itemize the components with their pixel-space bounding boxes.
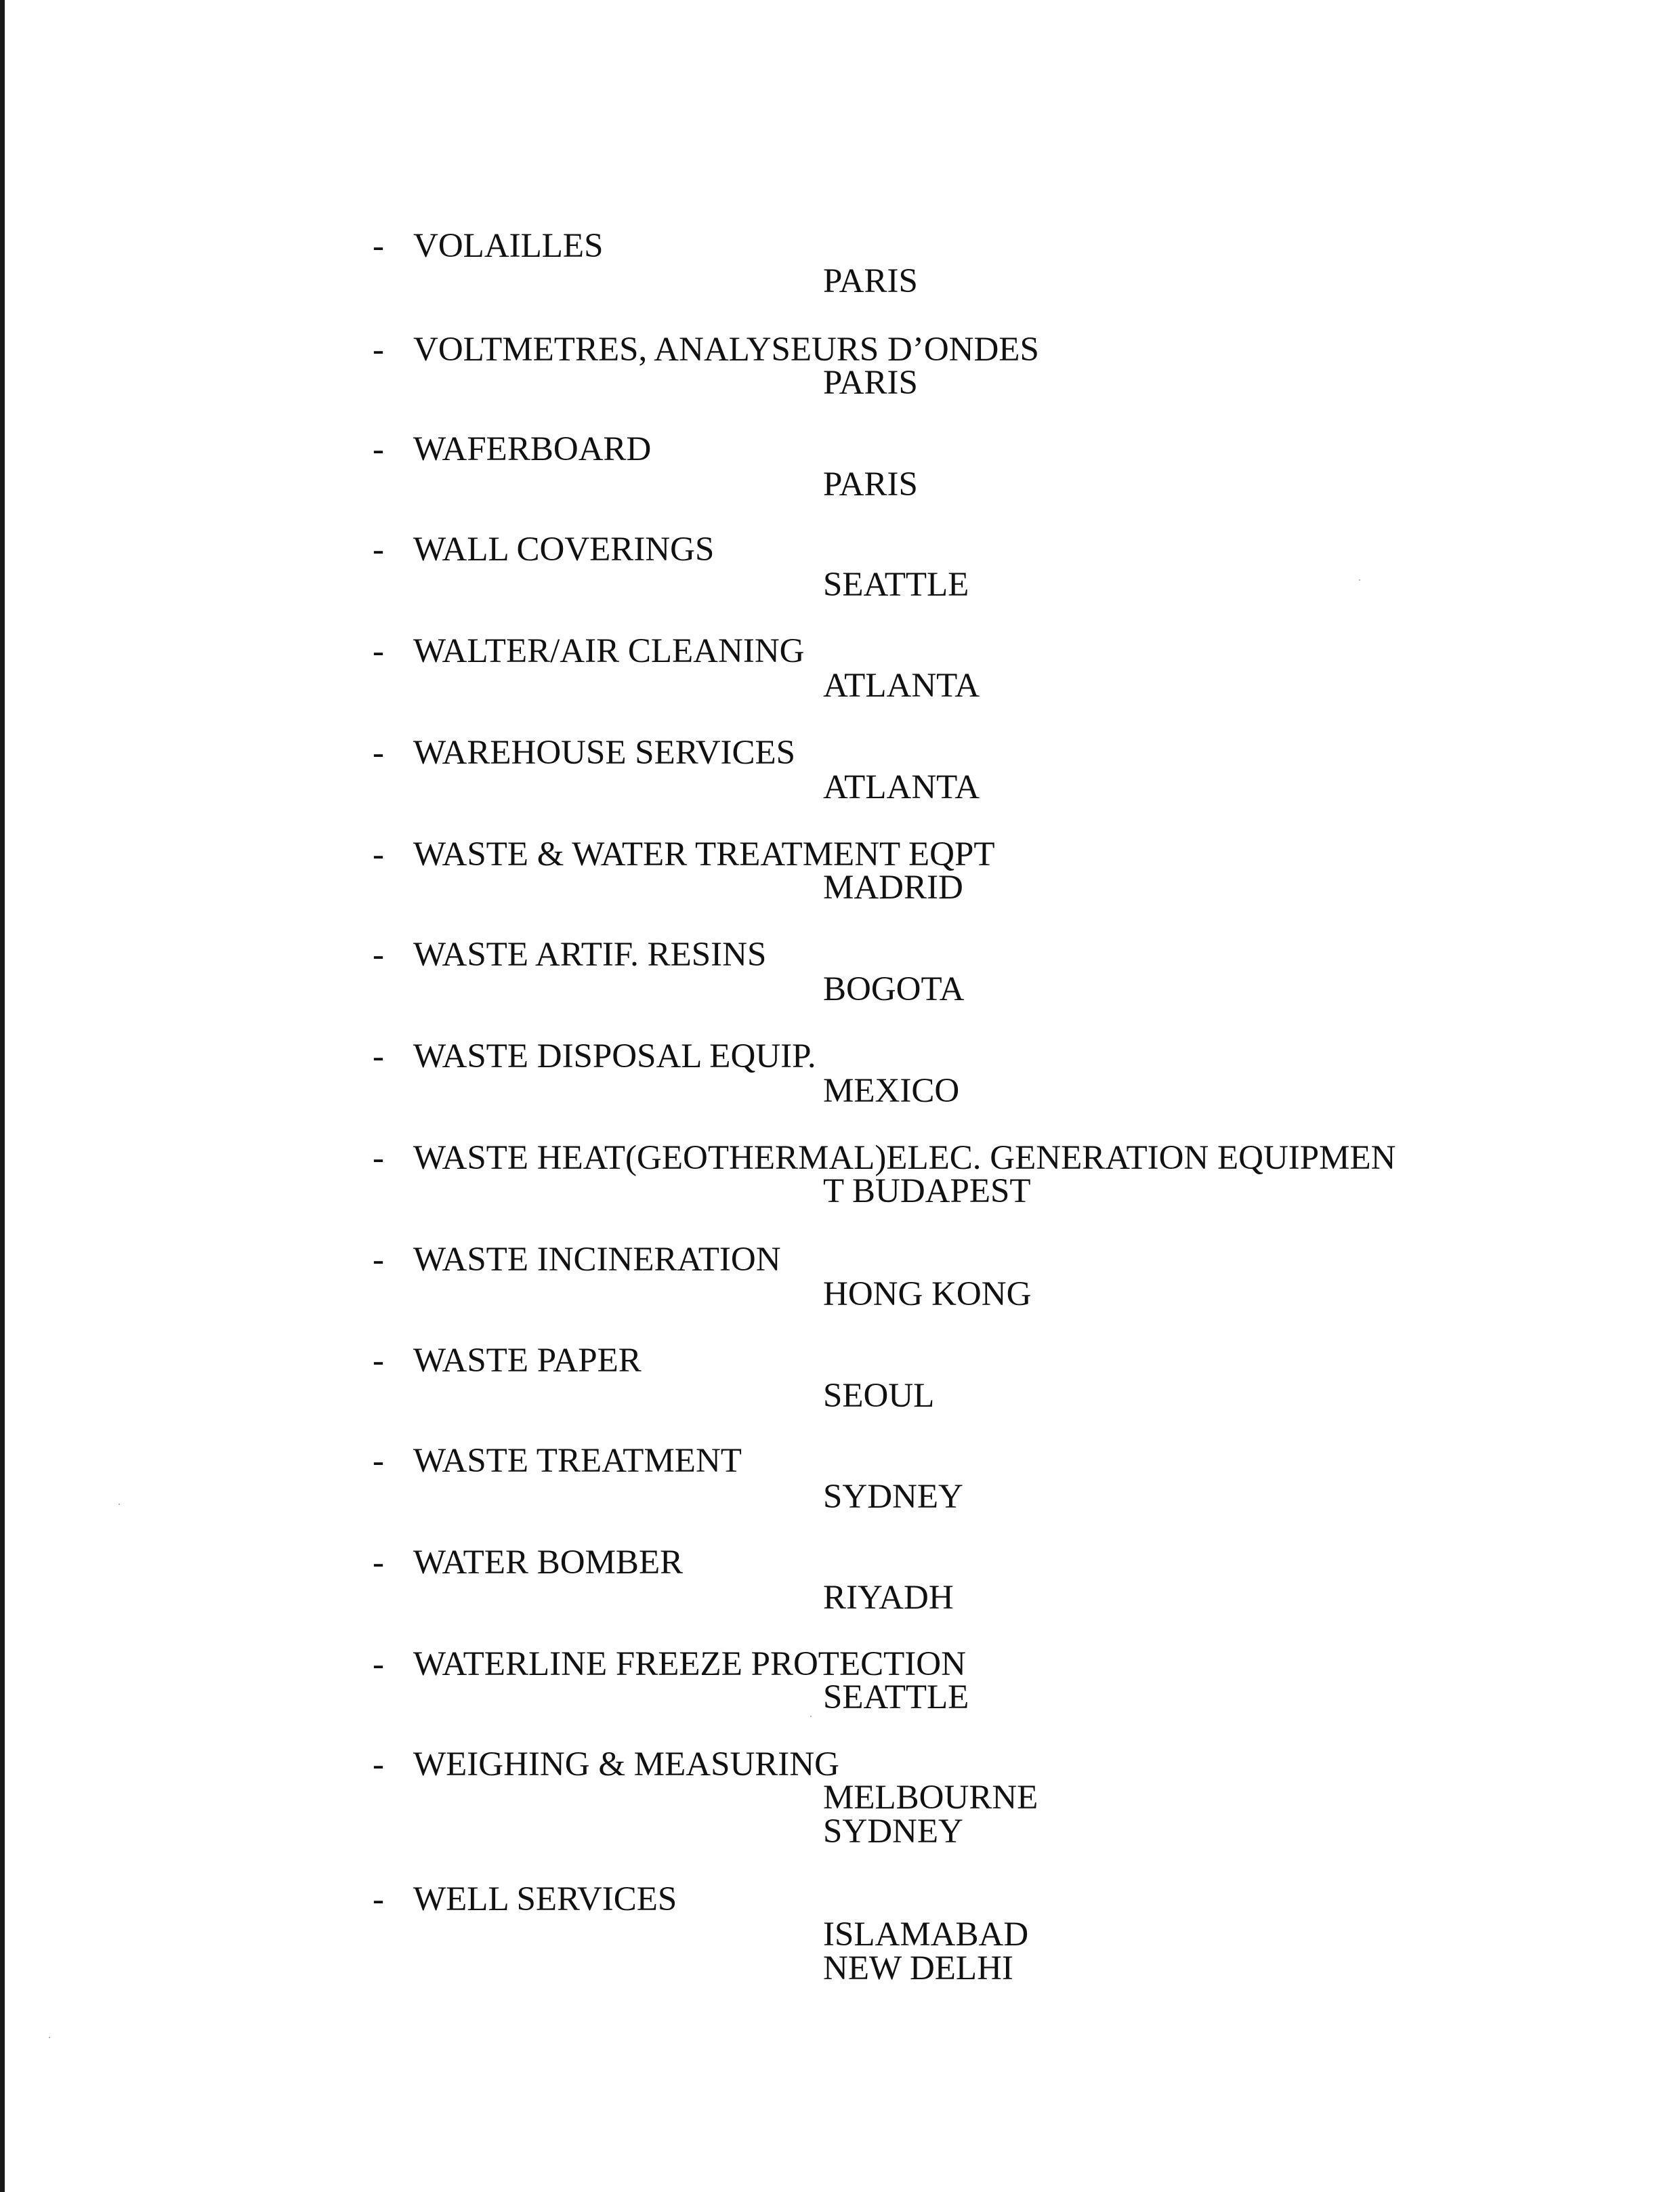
city-list	[823, 264, 918, 298]
city-list	[823, 366, 918, 400]
product-name: WASTE ARTIF. RESINS	[413, 936, 767, 974]
city-name: PARIS	[823, 466, 918, 503]
city-name: NEW DELHI	[823, 1949, 1013, 1987]
city-name: ATLANTA	[823, 667, 980, 705]
city-list	[823, 1781, 1038, 1848]
product-name: WASTE DISPOSAL EQUIP.	[413, 1037, 816, 1075]
product-name: WASTE HEAT(GEOTHERMAL)ELEC. GENERATION EQUIPMEN	[413, 1139, 1396, 1177]
product-name: WASTE INCINERATION	[413, 1241, 781, 1279]
list-bullet: -	[373, 1342, 384, 1380]
scan-speck	[119, 1504, 120, 1505]
list-bullet: -	[373, 531, 384, 568]
city-name: T BUDAPEST	[823, 1172, 1031, 1210]
city-list	[823, 1918, 1028, 1985]
city-name: MELBOURNE	[823, 1779, 1038, 1817]
product-name: WELL SERVICES	[413, 1880, 677, 1918]
product-name: WALTER/AIR CLEANING	[413, 632, 805, 670]
city-name: SEOUL	[823, 1377, 935, 1415]
list-bullet: -	[373, 430, 384, 468]
city-list	[823, 568, 969, 602]
list-bullet: -	[373, 331, 384, 369]
city-name: BOGOTA	[823, 970, 965, 1008]
city-list	[823, 1074, 959, 1108]
product-name: WEIGHING & MEASURING	[413, 1745, 839, 1783]
city-name: RIYADH	[823, 1579, 954, 1617]
city-name: PARIS	[823, 262, 918, 300]
product-name: WAFERBOARD	[413, 430, 652, 468]
list-bullet: -	[373, 227, 384, 265]
city-name: ATLANTA	[823, 768, 980, 806]
list-bullet: -	[373, 734, 384, 772]
city-list	[823, 770, 980, 804]
city-list	[823, 1379, 934, 1413]
scan-speck	[49, 2037, 50, 2038]
city-name: SYDNEY	[823, 1478, 963, 1516]
product-name: WASTE & WATER TREATMENT EQPT	[413, 835, 995, 873]
product-name: VOLTMETRES, ANALYSEURS D’ONDES	[413, 331, 1039, 369]
scan-speck	[810, 1716, 812, 1717]
city-name: PARIS	[823, 364, 918, 402]
product-name: VOLAILLES	[413, 227, 604, 265]
product-name: WALL COVERINGS	[413, 531, 715, 568]
product-name: WAREHOUSE SERVICES	[413, 734, 796, 772]
product-name: WATER BOMBER	[413, 1544, 684, 1581]
left-border-line	[0, 0, 5, 2192]
city-list	[823, 972, 964, 1006]
list-bullet: -	[373, 936, 384, 974]
city-name: SEATTLE	[823, 566, 969, 604]
city-name: MADRID	[823, 869, 963, 907]
product-name: WATERLINE FREEZE PROTECTION	[413, 1645, 966, 1683]
city-list	[823, 1174, 1031, 1208]
city-list	[823, 1680, 969, 1714]
city-name: SEATTLE	[823, 1678, 969, 1716]
list-bullet: -	[373, 835, 384, 873]
city-list	[823, 871, 963, 905]
city-list	[823, 468, 918, 501]
city-name: MEXICO	[823, 1072, 960, 1110]
city-list	[823, 1277, 1031, 1311]
list-bullet: -	[373, 1645, 384, 1683]
list-bullet: -	[373, 1544, 384, 1581]
list-bullet: -	[373, 1442, 384, 1480]
product-name: WASTE TREATMENT	[413, 1442, 742, 1480]
list-bullet: -	[373, 1745, 384, 1783]
scan-speck	[1359, 579, 1360, 581]
list-bullet: -	[373, 1880, 384, 1918]
city-name: ISLAMABAD	[823, 1916, 1029, 1953]
city-list	[823, 669, 980, 703]
list-bullet: -	[373, 1139, 384, 1177]
list-bullet: -	[373, 1037, 384, 1075]
city-list	[823, 1480, 963, 1514]
product-name: WASTE PAPER	[413, 1342, 642, 1380]
city-name: HONG KONG	[823, 1275, 1032, 1313]
city-name: SYDNEY	[823, 1813, 963, 1850]
list-bullet: -	[373, 632, 384, 670]
list-bullet: -	[373, 1241, 384, 1279]
city-list	[823, 1581, 954, 1615]
